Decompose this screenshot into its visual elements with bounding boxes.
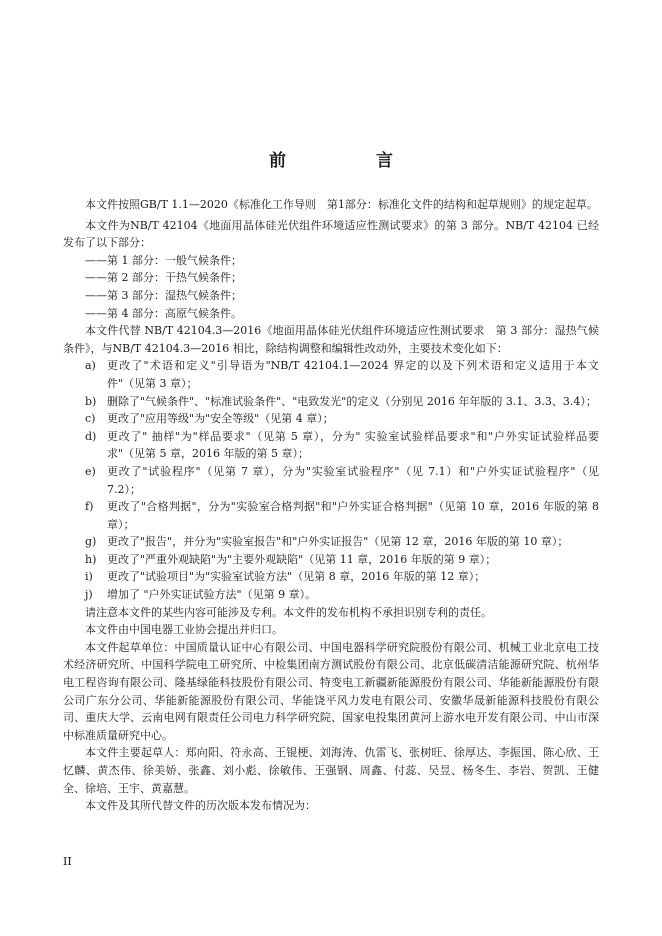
- change-item: [63, 463, 599, 498]
- part-list-item: ——第 4 部分：高原气候条件。: [85, 306, 242, 320]
- change-text: 更改了"严重外观缺陷"为"主要外观缺陷"（见第 11 章，2016 年版的第 9 章）；: [107, 552, 497, 566]
- change-item: [63, 551, 599, 569]
- intro-paragraph-1: 本文件按照GB/T 1.1—2020《标准化工作导则 第1部分：标准化文件的结构和起草规则》的规定起草。: [85, 198, 598, 211]
- replace-paragraph: 本文件代替 NB/T 42104.3—2016《地面用晶体硅光伏组件环境适应性测试要求 第 3 部分：湿热气候条件》，与NB/T 42104.3—2016 相比，除结构调整和编辑性改动外，主要技术变化如下：: [63, 324, 599, 355]
- change-label: i): [85, 570, 93, 584]
- change-text: 删除了"气候条件"、"标准试验条件"、"电致发光"的定义（分别见 2016 年年版的 3.1、3.3、3.4）；: [107, 394, 597, 408]
- drafting-units-paragraph: 本文件起草单位：中国质量认证中心有限公司、中国电器科学研究院股份有限公司、机械工业北京电工技术经济研究所、中国科学院电工研究所、中检集团南方测试股份有限公司、北京低碳清洁能源研究院、杭州华电工程咨询有限公司、隆基绿能科技股份有限公司、特变电工新疆新能源股份有限公司、华能新能源股份有限公司广东分公司、华能新能源股份有限公司、华能饶平风力发电有限公司、安徽华晟新能源科技股份有限公司、重庆大学、云南电网有限责任公司电力科学研究院、国家电投集团黄河上游水电开发有限公司、中山市深中标准质量研究中心。: [63, 640, 599, 742]
- change-label: j): [85, 588, 93, 602]
- part-list-item: ——第 1 部分：一般气候条件；: [85, 253, 242, 267]
- change-text: 更改了"术语和定义"引导语为"NB/T 42104.1—2024 界定的以及下列术语和定义适用于本文件"（见第 3 章）；: [107, 359, 599, 390]
- change-text: 更改了"合格判据"，分为"实验室合格判据"和"户外实证合格判据"（见第 10 章，2016 年版的第 8 章）；: [107, 500, 599, 531]
- page-number: II: [63, 855, 72, 868]
- patent-notice: 请注意本文件的某些内容可能涉及专利。本文件的发布机构不承担识别专利的责任。: [85, 605, 492, 619]
- change-label: d): [85, 429, 97, 443]
- change-item: [63, 533, 599, 551]
- change-label: h): [85, 552, 97, 566]
- change-item: [63, 586, 599, 604]
- change-text: 增加了 "户外实证试验方法"（见第 9 章）。: [107, 588, 317, 602]
- history-paragraph: 本文件及其所代替文件的历次版本发布情况为：: [85, 799, 316, 813]
- change-item: [63, 568, 599, 586]
- document-body: [63, 196, 599, 815]
- change-text: 更改了"应用等级"为"安全等级"（见第 4 章）；: [107, 412, 334, 426]
- change-text: 更改了"报告"，并分为"实验室报告"和"户外实证报告"（见第 12 章，2016 年版的第 10 章）；: [107, 535, 569, 549]
- change-label: a): [85, 359, 96, 373]
- change-item: [63, 498, 599, 533]
- part-list-item: ——第 3 部分：湿热气候条件；: [85, 288, 242, 302]
- change-item: [63, 428, 599, 463]
- change-label: b): [85, 394, 97, 408]
- proposer-paragraph: 本文件由中国电器工业协会提出并归口。: [85, 623, 283, 637]
- change-text: 更改了"试验项目"为"实验室试验方法"（见第 8 章，2016 年版的第 12 章）；: [107, 570, 486, 584]
- drafters-paragraph: 本文件主要起草人：郑向阳、符永高、王锟梗、刘海涛、仇雷飞、张树旺、徐厚达、李振国、陈心欣、王忆麟、黄杰伟、徐美娇、张鑫、刘小彪、徐敏伟、王强钢、周鑫、付蕊、吴昱、杨冬生、李岩、贺凯、王健全、徐培、王宇、黄嘉慧。: [63, 746, 599, 795]
- page-title: 前 言: [269, 151, 435, 171]
- change-item: [63, 357, 599, 392]
- change-label: e): [85, 464, 96, 478]
- part-list-item: ——第 2 部分：干热气候条件；: [85, 271, 242, 285]
- change-item: [63, 393, 599, 411]
- change-item: [63, 410, 599, 428]
- change-text: 更改了" 抽样"为"样品要求"（见第 5 章），分为" 实验室试验样品要求"和"户外实证试验样品要求"（见第 5 章，2016 年版的第 5 章）；: [107, 429, 599, 461]
- change-label: c): [85, 412, 96, 426]
- intro-paragraph-2: 本文件为NB/T 42104《地面用晶体硅光伏组件环境适应性测试要求》的第 3 部分。NB/T 42104 已经发布了以下部分：: [63, 218, 599, 250]
- change-text: 更改了"试验程序"（见第 7 章），分为"实验室试验程序"（见 7.1）和"户外实证试验程序"（见 7.2）；: [107, 464, 599, 496]
- change-label: f): [85, 500, 94, 514]
- change-label: g): [85, 535, 97, 549]
